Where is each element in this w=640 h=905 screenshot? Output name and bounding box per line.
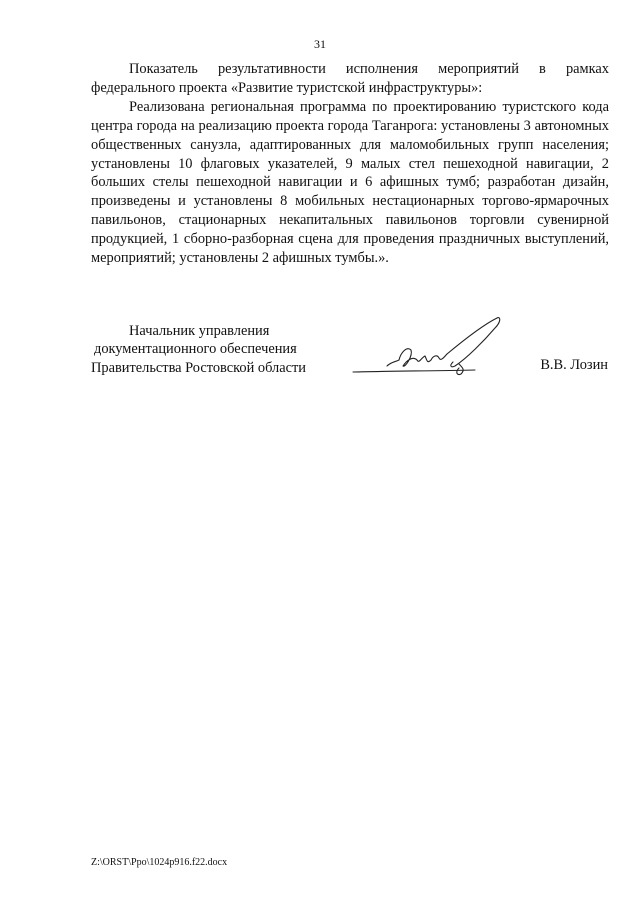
signer-name: В.В. Лозин xyxy=(540,357,608,373)
paragraph-indicator: Показатель результативности исполнения мероприятий в рамках федерального проекта «Развитие туристской инфраструктуры»: xyxy=(91,61,609,96)
handwritten-signature xyxy=(347,316,507,382)
page-number: 31 xyxy=(314,37,326,51)
paragraph-program: Реализована региональная программа по проектированию туристского кода центра города на реализацию проекта города Таганрога: установлены 3 автономных общественных санузла, адаптированных для маломобильных групп населения; установлены 10 флаговых указателей, 9 малых стел пешеходной навигации, 2 больших стелы пешеходной навигации и 6 афишных тумб; разработан дизайн, произведены и установлены 8 мобильных нестационарных торгово-ярмарочных павильонов, стационарных некапитальных павильонов торговли сувенирной продукцией, 1 сборно-разборная сцена для проведения праздничных выступлений, мероприятий; установлены 2 афишных тумбы.». xyxy=(91,98,609,267)
position-line: Правительства Ростовской области xyxy=(91,359,306,376)
position-line: Начальник управления xyxy=(129,323,270,339)
document-body xyxy=(91,60,609,268)
signatory-position xyxy=(91,322,306,377)
file-path-footer: Z:\ORST\Ppo\1024p916.f22.docx xyxy=(91,857,228,868)
position-line: документационного обеспечения xyxy=(94,341,297,358)
